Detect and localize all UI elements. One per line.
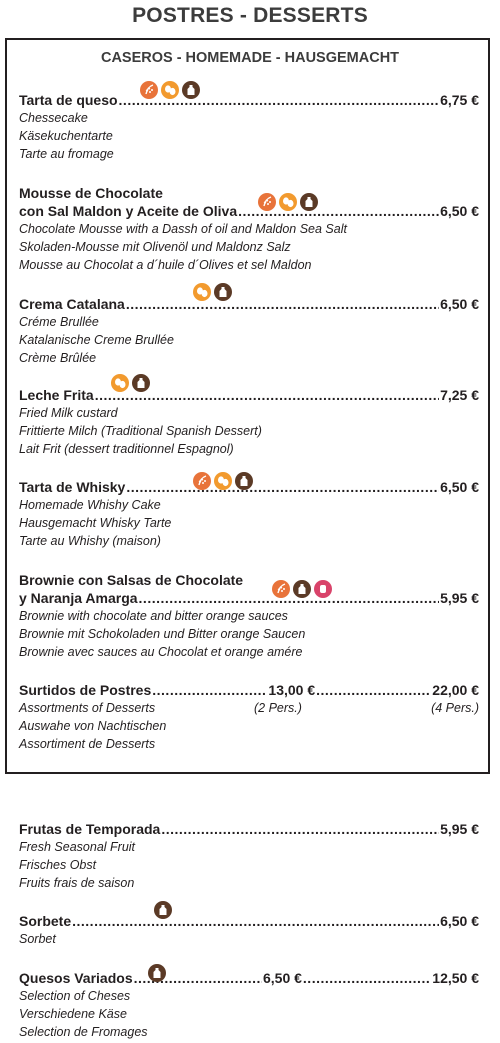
soy-icon xyxy=(314,580,332,598)
item-name: Tarta de queso xyxy=(19,92,118,108)
dot-leader xyxy=(126,295,439,313)
item-desc-en: Selection of Cheses xyxy=(19,989,131,1003)
item-desc-en: Assortments of Desserts xyxy=(19,701,156,715)
item-desc-en: Chessecake xyxy=(19,111,88,125)
milk-icon xyxy=(182,81,200,99)
section-title: CASEROS - HOMEMADE - HAUSGEMACHT xyxy=(100,50,400,66)
item-name: y Naranja Amarga xyxy=(19,590,138,606)
item-price: 6,50 € xyxy=(440,203,479,219)
item-desc-fr: Mousse au Chocolat a d´huile d´Olives et sel Maldon xyxy=(19,258,312,272)
gluten-icon xyxy=(140,81,158,99)
gluten-icon xyxy=(193,472,211,490)
item-name: Surtidos de Postres xyxy=(19,682,152,698)
item-name: Tarta de Whisky xyxy=(19,479,126,495)
item-price-2-pers: 13,00 € xyxy=(268,682,316,698)
item-price: 6,75 € xyxy=(440,92,479,108)
item-price-4-pers: 22,00 € xyxy=(432,682,480,698)
item-desc-en: Brownie with chocolate and bitter orange sauces xyxy=(19,609,288,623)
item-price: 6,50 € xyxy=(440,479,479,495)
item-desc-de: Katalanische Creme Brullée xyxy=(19,333,174,347)
item-desc-fr: Tarte au fromage xyxy=(19,147,114,161)
menu-item-crema-catalana xyxy=(19,295,479,367)
item-price: 5,95 € xyxy=(440,590,479,606)
item-desc-fr: Tarte au Whishy (maison) xyxy=(19,534,161,548)
egg-icon xyxy=(111,374,129,392)
menu-item-quesos-variados xyxy=(19,969,479,1041)
milk-icon xyxy=(293,580,311,598)
item-desc-fr: Crème Brûlée xyxy=(19,351,97,365)
item-desc-fr: Selection de Fromages xyxy=(19,1025,148,1039)
egg-icon xyxy=(279,193,297,211)
item-name: Sorbete xyxy=(19,913,72,929)
menu-item-leche-frita xyxy=(19,386,479,458)
item-desc-de: Brownie mit Schokoladen und Bitter orange Saucen xyxy=(19,627,306,641)
item-desc-de: Skoladen-Mousse mit Olivenöl und Maldonz Salz xyxy=(19,240,291,254)
item-desc-en: Fried Milk custard xyxy=(19,406,118,420)
milk-icon xyxy=(148,964,166,982)
item-desc-en: Créme Brullée xyxy=(19,315,99,329)
item-price: 6,50 € xyxy=(440,913,479,929)
gluten-icon xyxy=(272,580,290,598)
item-desc-en: Chocolate Mousse with a Dassh of oil and Maldon Sea Salt xyxy=(19,222,347,236)
dot-leader xyxy=(316,681,431,699)
item-desc-de: Auswahe von Nachtischen xyxy=(19,719,167,733)
item-price: 5,95 € xyxy=(440,821,479,837)
menu-item-frutas-de-temporada xyxy=(19,820,479,892)
menu-item-brownie xyxy=(19,571,479,661)
item-desc-en: Sorbet xyxy=(19,932,56,946)
item-name: con Sal Maldon y Aceite de Oliva xyxy=(19,203,238,219)
milk-icon xyxy=(132,374,150,392)
persons-4-label: (4 Pers.) xyxy=(431,701,479,715)
item-name-line1: Brownie con Salsas de Chocolate xyxy=(19,572,244,588)
item-name: Quesos Variados xyxy=(19,970,133,986)
item-desc-fr: Fruits frais de saison xyxy=(19,876,135,890)
dot-leader xyxy=(303,969,431,987)
item-desc-en: Homemade Whishy Cake xyxy=(19,498,161,512)
milk-icon xyxy=(214,283,232,301)
item-desc-de: Frisches Obst xyxy=(19,858,97,872)
persons-2-label: (2 Pers.) xyxy=(254,701,302,715)
item-desc-fr: Brownie avec sauces au Chocolat et orange amére xyxy=(19,645,303,659)
item-price-1: 6,50 € xyxy=(262,970,302,986)
item-desc-fr: Lait Frit (dessert traditionnel Espagnol) xyxy=(19,442,234,456)
item-name: Crema Catalana xyxy=(19,296,125,312)
dot-leader xyxy=(72,912,439,930)
item-price-2: 12,50 € xyxy=(432,970,480,986)
item-name: Frutas de Temporada xyxy=(19,821,161,837)
milk-icon xyxy=(235,472,253,490)
item-desc-de: Käsekuchentarte xyxy=(19,129,113,143)
menu-item-mousse-de-chocolate xyxy=(19,184,479,274)
menu-item-surtidos-de-postres xyxy=(19,681,479,753)
item-desc-en: Fresh Seasonal Fruit xyxy=(19,840,136,854)
item-desc-de: Hausgemacht Whisky Tarte xyxy=(19,516,172,530)
item-desc-de: Verschiedene Käse xyxy=(19,1007,127,1021)
menu-item-tarta-de-queso xyxy=(19,91,479,163)
item-price: 7,25 € xyxy=(440,387,479,403)
item-desc-de: Frittierte Milch (Traditional Spanish Dessert) xyxy=(19,424,262,438)
dot-leader xyxy=(161,820,439,838)
item-name-line1: Mousse de Chocolate xyxy=(19,185,163,201)
page-title: POSTRES - DESSERTS xyxy=(132,4,368,27)
item-name: Leche Frita xyxy=(19,387,94,403)
dot-leader xyxy=(126,478,439,496)
item-desc-fr: Assortiment de Desserts xyxy=(19,737,156,751)
dot-leader xyxy=(152,681,267,699)
egg-icon xyxy=(161,81,179,99)
item-price: 6,50 € xyxy=(440,296,479,312)
milk-icon xyxy=(300,193,318,211)
egg-icon xyxy=(193,283,211,301)
gluten-icon xyxy=(258,193,276,211)
milk-icon xyxy=(154,901,172,919)
menu-item-sorbete xyxy=(19,912,479,948)
egg-icon xyxy=(214,472,232,490)
